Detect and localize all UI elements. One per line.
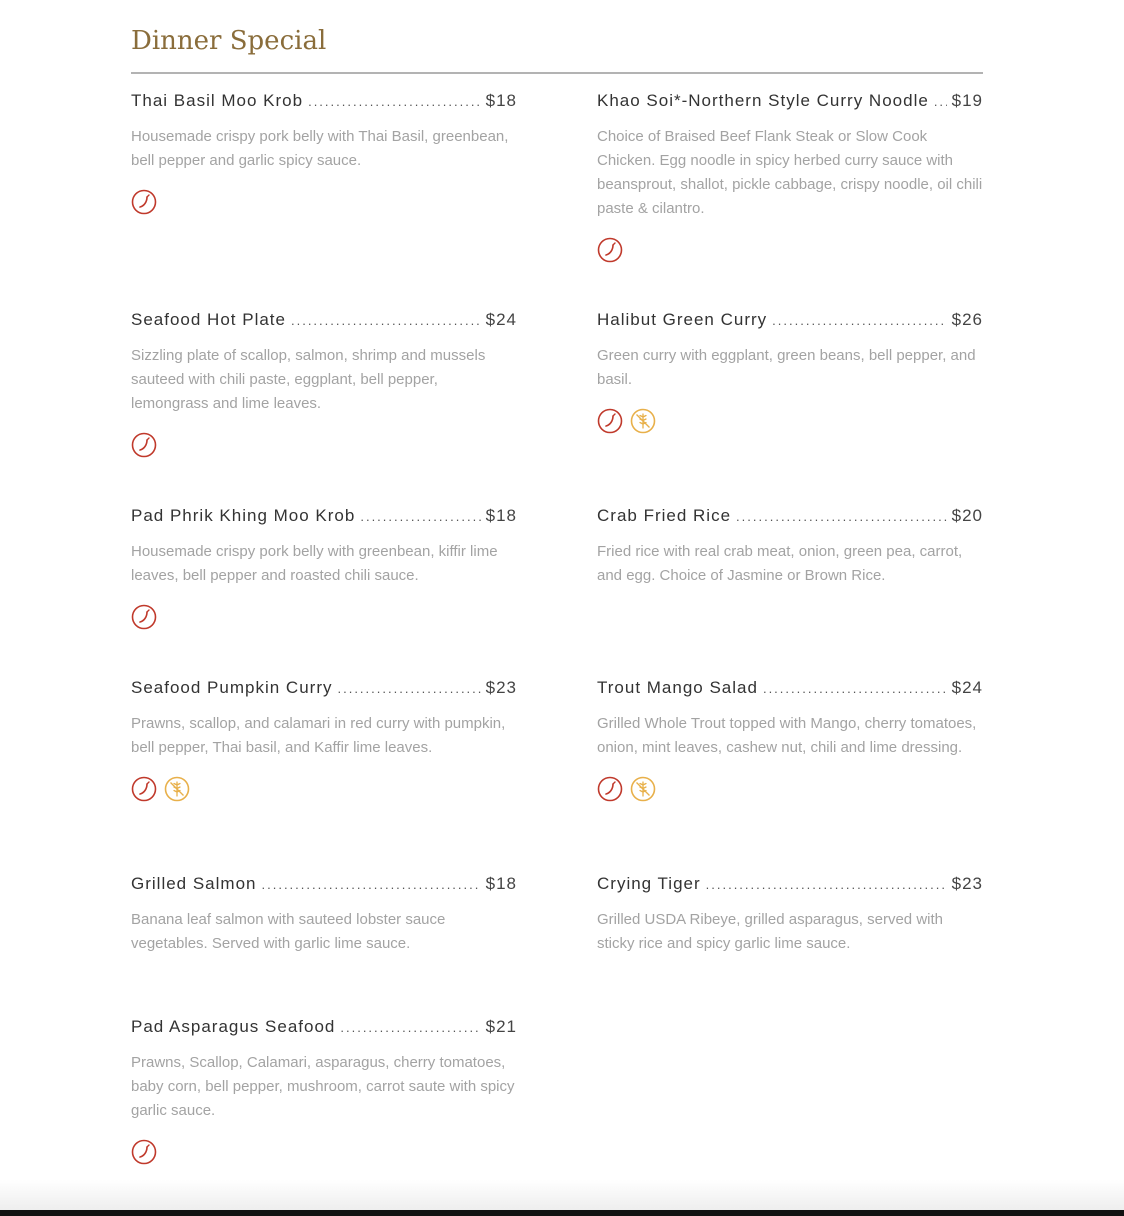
item-price: $19	[951, 91, 983, 110]
dot-leader	[763, 681, 947, 696]
menu-item-crying-tiger	[597, 874, 983, 956]
dietary-icons	[131, 1139, 517, 1165]
gluten-free-icon	[164, 776, 190, 802]
item-price: $21	[485, 1017, 517, 1036]
item-price: $23	[951, 874, 983, 893]
item-price: $24	[951, 678, 983, 697]
item-description: Prawns, Scallop, Calamari, asparagus, cherry tomatoes, baby corn, bell pepper, mushroom, carrot saute with spicy garlic sauce.	[131, 1054, 515, 1119]
bottom-shadow	[0, 1180, 1124, 1210]
item-description: Housemade crispy pork belly with greenbean, kiffir lime leaves, bell pepper and roasted chili sauce.	[131, 543, 498, 584]
dietary-icons	[131, 189, 517, 215]
item-description: Choice of Braised Beef Flank Steak or Slow Cook Chicken. Egg noodle in spicy herbed curry sauce with beansprout, shallot, pickle cabbage, crispy noodle, oil chili paste & cilantro.	[597, 128, 983, 217]
menu-item-grilled-salmon	[131, 874, 517, 956]
item-name: Seafood Hot Plate	[131, 310, 286, 329]
dot-leader	[934, 94, 947, 109]
item-name: Halibut Green Curry	[597, 310, 768, 329]
spicy-icon	[131, 604, 157, 630]
gluten-free-icon	[630, 408, 656, 434]
spicy-icon	[131, 189, 157, 215]
menu-item-seafood-hot-plate	[131, 310, 517, 458]
dot-leader	[262, 877, 481, 892]
spicy-icon	[131, 432, 157, 458]
item-name: Pad Phrik Khing Moo Krob	[131, 506, 356, 525]
menu-item-crab-fried-rice	[597, 506, 983, 588]
item-name: Trout Mango Salad	[597, 678, 758, 697]
item-description: Sizzling plate of scallop, salmon, shrimp and mussels sauteed with chili paste, eggplant, bell pepper, lemongrass and lime leaves.	[131, 347, 486, 412]
dot-leader	[340, 1020, 480, 1035]
menu-item-pad-asparagus-seafood	[131, 1017, 517, 1165]
item-price: $24	[485, 310, 517, 329]
spicy-icon	[597, 237, 623, 263]
item-description: Prawns, scallop, and calamari in red curry with pumpkin, bell pepper, Thai basil, and Kaffir lime leaves.	[131, 715, 506, 756]
menu-item-khao-soi	[597, 91, 983, 263]
gluten-free-icon	[630, 776, 656, 802]
spicy-icon	[597, 408, 623, 434]
item-description: Housemade crispy pork belly with Thai Basil, greenbean, bell pepper and garlic spicy sauce.	[131, 128, 509, 169]
dot-leader	[291, 313, 481, 328]
dietary-icons	[597, 408, 983, 434]
item-price: $20	[951, 506, 983, 525]
item-description: Grilled Whole Trout topped with Mango, cherry tomatoes, onion, mint leaves, cashew nut, chili and lime dressing.	[597, 715, 977, 756]
dietary-icons	[597, 776, 983, 802]
dot-leader	[736, 509, 947, 524]
menu-item-thai-basil-moo-krob	[131, 91, 517, 215]
dot-leader	[772, 313, 946, 328]
dot-leader	[308, 94, 481, 109]
spicy-icon	[597, 776, 623, 802]
dietary-icons	[131, 776, 517, 802]
item-name: Grilled Salmon	[131, 874, 257, 893]
item-name: Seafood Pumpkin Curry	[131, 678, 333, 697]
dietary-icons	[131, 604, 517, 630]
menu-item-trout-mango-salad	[597, 678, 983, 802]
dietary-icons	[131, 432, 517, 458]
dot-leader	[360, 509, 480, 524]
menu-item-seafood-pumpkin-curry	[131, 678, 517, 802]
item-price: $18	[485, 91, 517, 110]
item-name: Thai Basil Moo Krob	[131, 91, 304, 110]
menu-item-pad-phrik-khing-moo-krob	[131, 506, 517, 630]
item-price: $18	[485, 874, 517, 893]
dietary-icons	[597, 237, 983, 263]
item-description: Grilled USDA Ribeye, grilled asparagus, served with sticky rice and spicy garlic lime sauce.	[597, 911, 943, 952]
spicy-icon	[131, 776, 157, 802]
item-description: Fried rice with real crab meat, onion, green pea, carrot, and egg. Choice of Jasmine or Brown Rice.	[597, 543, 963, 584]
item-price: $23	[485, 678, 517, 697]
title-divider	[131, 72, 983, 74]
bottom-edge-bar	[0, 1210, 1124, 1216]
item-name: Crying Tiger	[597, 874, 701, 893]
dot-leader	[706, 877, 947, 892]
page-title: Dinner Special	[131, 26, 327, 56]
spicy-icon	[131, 1139, 157, 1165]
item-name: Khao Soi*-Northern Style Curry Noodle	[597, 91, 929, 110]
item-price: $26	[951, 310, 983, 329]
menu-item-halibut-green-curry	[597, 310, 983, 434]
item-price: $18	[485, 506, 517, 525]
item-name: Pad Asparagus Seafood	[131, 1017, 336, 1036]
dot-leader	[337, 681, 480, 696]
item-name: Crab Fried Rice	[597, 506, 732, 525]
item-description: Green curry with eggplant, green beans, bell pepper, and basil.	[597, 347, 976, 388]
item-description: Banana leaf salmon with sauteed lobster sauce vegetables. Served with garlic lime sauce.	[131, 911, 446, 952]
